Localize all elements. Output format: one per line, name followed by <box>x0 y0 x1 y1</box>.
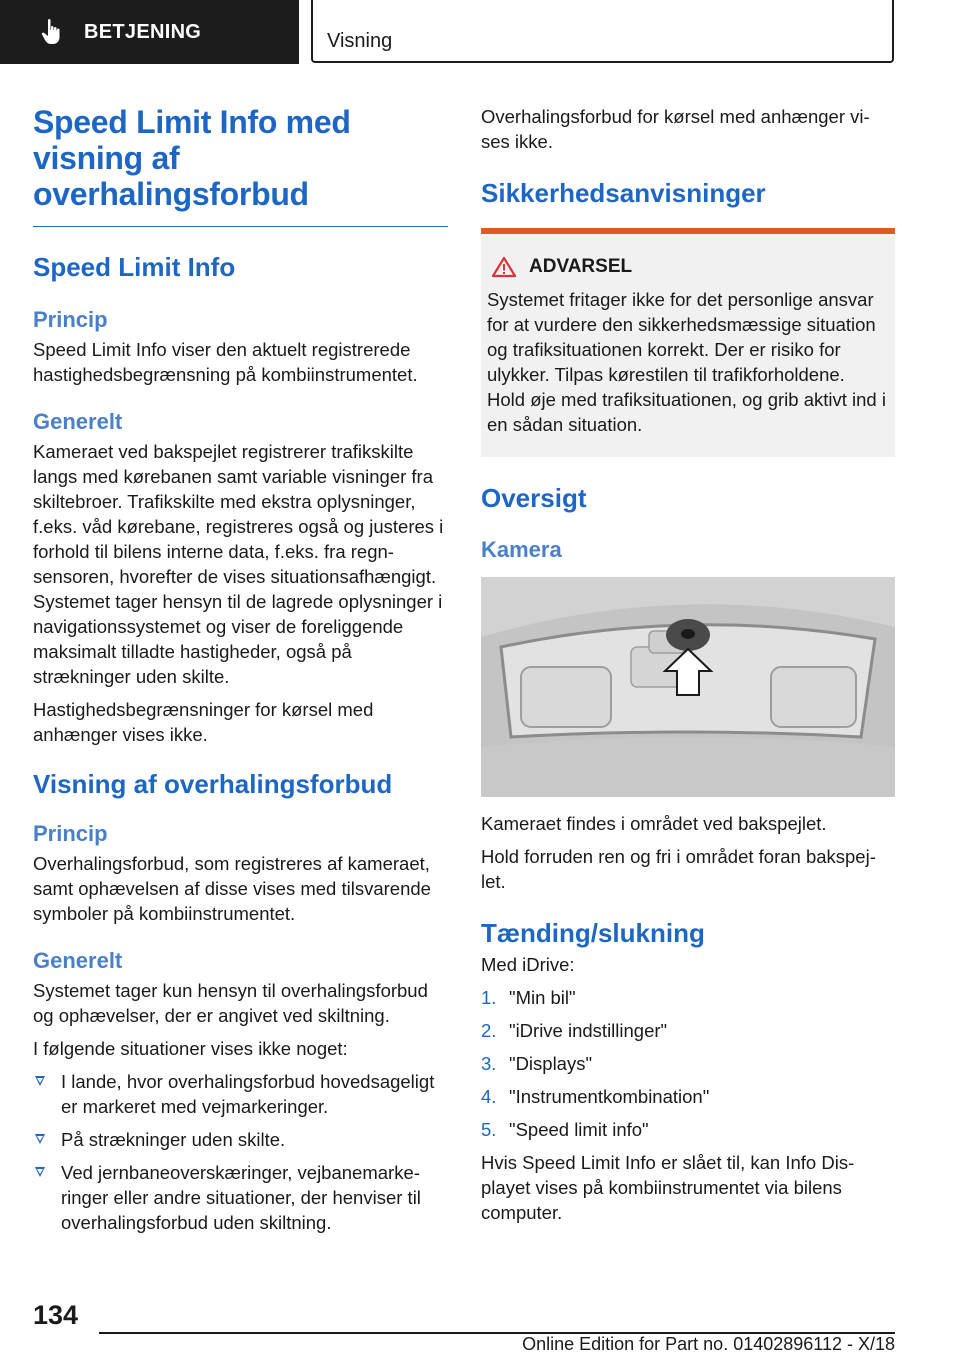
hand-pointer-icon <box>40 18 64 46</box>
list-item <box>33 1127 448 1152</box>
steps-list <box>481 985 895 1142</box>
princip1-heading: Princip <box>33 307 108 332</box>
bullet-triangle-icon <box>35 1167 45 1177</box>
list-item-text: Ved jernbaneoverskæringer, vejbanemarke-ringer eller andre situationer, der henviser til overhalingsforbud uden skiltning. <box>61 1162 421 1233</box>
safety-heading: Sikkerhedsanvisninger <box>481 178 766 208</box>
generelt2-text1: Systemet tager kun hensyn til overhalingsforbud og ophævelser, der er angivet ved skiltning. <box>33 980 428 1026</box>
warning-text: Systemet fritager ikke for det personlige ansvar for at vurdere den sikkerhedsmæssige situation og trafiksituationen korrekt. Der er risiko for ulykker. Tilpas kørestilen til trafikforholdene. Hold øje med trafiksituationen, og grib aktivt ind i en sådan situation. <box>487 289 886 435</box>
generelt2-text2: I følgende situationer vises ikke noget: <box>33 1038 348 1059</box>
closing-text: Hvis Speed Limit Info er slået til, kan Info Dis-playet vises på kombiinstrumentet via bilens computer. <box>481 1152 855 1223</box>
step-text: "Instrumentkombination" <box>509 1086 710 1107</box>
step-number: 4. <box>481 1086 497 1107</box>
princip2-text: Overhalingsforbud, som registreres af kameraet, samt ophævelsen af disse vises med tilsvarende symboler på kombiinstrumentet. <box>33 853 431 924</box>
step-number: 3. <box>481 1053 497 1074</box>
list-item <box>481 1051 895 1076</box>
taend-heading: Tænding/slukning <box>481 918 705 948</box>
section-tab[interactable] <box>0 0 299 64</box>
list-item-text: I lande, hvor overhalingsforbud hovedsageligt er markeret med vejmarkeringer. <box>61 1071 435 1117</box>
generelt2-heading: Generelt <box>33 948 123 973</box>
subsection-tab[interactable] <box>311 0 894 63</box>
caption2: Hold forruden ren og fri i området foran bakspej-let. <box>481 846 876 892</box>
list-item <box>33 1160 448 1235</box>
page-title: Speed Limit Info med visning af overhalingsforbud <box>33 104 448 227</box>
situations-list <box>33 1069 448 1235</box>
warning-box <box>481 234 895 457</box>
warning-triangle-icon <box>491 256 517 278</box>
list-item <box>33 1069 448 1119</box>
list-item-text: På strækninger uden skilte. <box>61 1129 286 1150</box>
kamera-heading: Kamera <box>481 537 562 562</box>
warning-header <box>491 254 887 279</box>
princip2-heading: Princip <box>33 821 108 846</box>
visning-heading: Visning af overhalingsforbud <box>33 769 393 799</box>
step-text: "iDrive indstillinger" <box>509 1020 668 1041</box>
step-number: 2. <box>481 1020 497 1041</box>
right-column <box>481 100 895 1225</box>
intro-text: Overhalingsforbud for kørsel med anhænger vi-ses ikke. <box>481 106 870 152</box>
step-text: "Min bil" <box>509 987 576 1008</box>
list-item <box>481 1018 895 1043</box>
camera-photo <box>481 577 895 797</box>
generelt1-text1: Kameraet ved bakspejlet registrerer trafikskilte langs med kørebanen samt variable visninger fra skiltebroer. Trafikskilte med ekstra oplysninger, f.eks. våd kørebane, registreres også og justeres i forhold til bilens interne data, f.eks. fra regn-sensoren, hvorefter de vises situationsafhængigt. Systemet tager hensyn til de lagrede oplysninger i navigationssystemet og viser de foreliggende maksimalt tilladte hastigheder, også på strækninger uden skilte. <box>33 441 444 687</box>
step-number: 5. <box>481 1119 497 1140</box>
subsection-tab-label: Visning <box>327 30 393 52</box>
generelt1-heading: Generelt <box>33 409 123 434</box>
left-column <box>33 100 448 1235</box>
section-tab-label: BETJENING <box>84 20 202 43</box>
sli-heading: Speed Limit Info <box>33 252 236 282</box>
list-item <box>481 1084 895 1109</box>
list-item <box>481 985 895 1010</box>
warning-label: ADVARSEL <box>529 256 633 277</box>
bullet-triangle-icon <box>35 1076 45 1086</box>
idrive-text: Med iDrive: <box>481 954 575 975</box>
princip1-text: Speed Limit Info viser den aktuelt registrerede hastighedsbegrænsning på kombiinstrumentet. <box>33 339 418 385</box>
page-number: 134 <box>33 1300 79 1330</box>
bullet-triangle-icon <box>35 1134 45 1144</box>
caption1: Kameraet findes i området ved bakspejlet. <box>481 813 827 834</box>
edition-text: Online Edition for Part no. 01402896112 - X/18 <box>522 1334 895 1354</box>
generelt1-text2: Hastighedsbegrænsninger for kørsel med anhænger vises ikke. <box>33 699 374 745</box>
step-number: 1. <box>481 987 497 1008</box>
step-text: "Speed limit info" <box>509 1119 649 1140</box>
oversigt-heading: Oversigt <box>481 483 587 513</box>
list-item <box>481 1117 895 1142</box>
step-text: "Displays" <box>509 1053 593 1074</box>
car-interior-illustration <box>481 577 895 797</box>
